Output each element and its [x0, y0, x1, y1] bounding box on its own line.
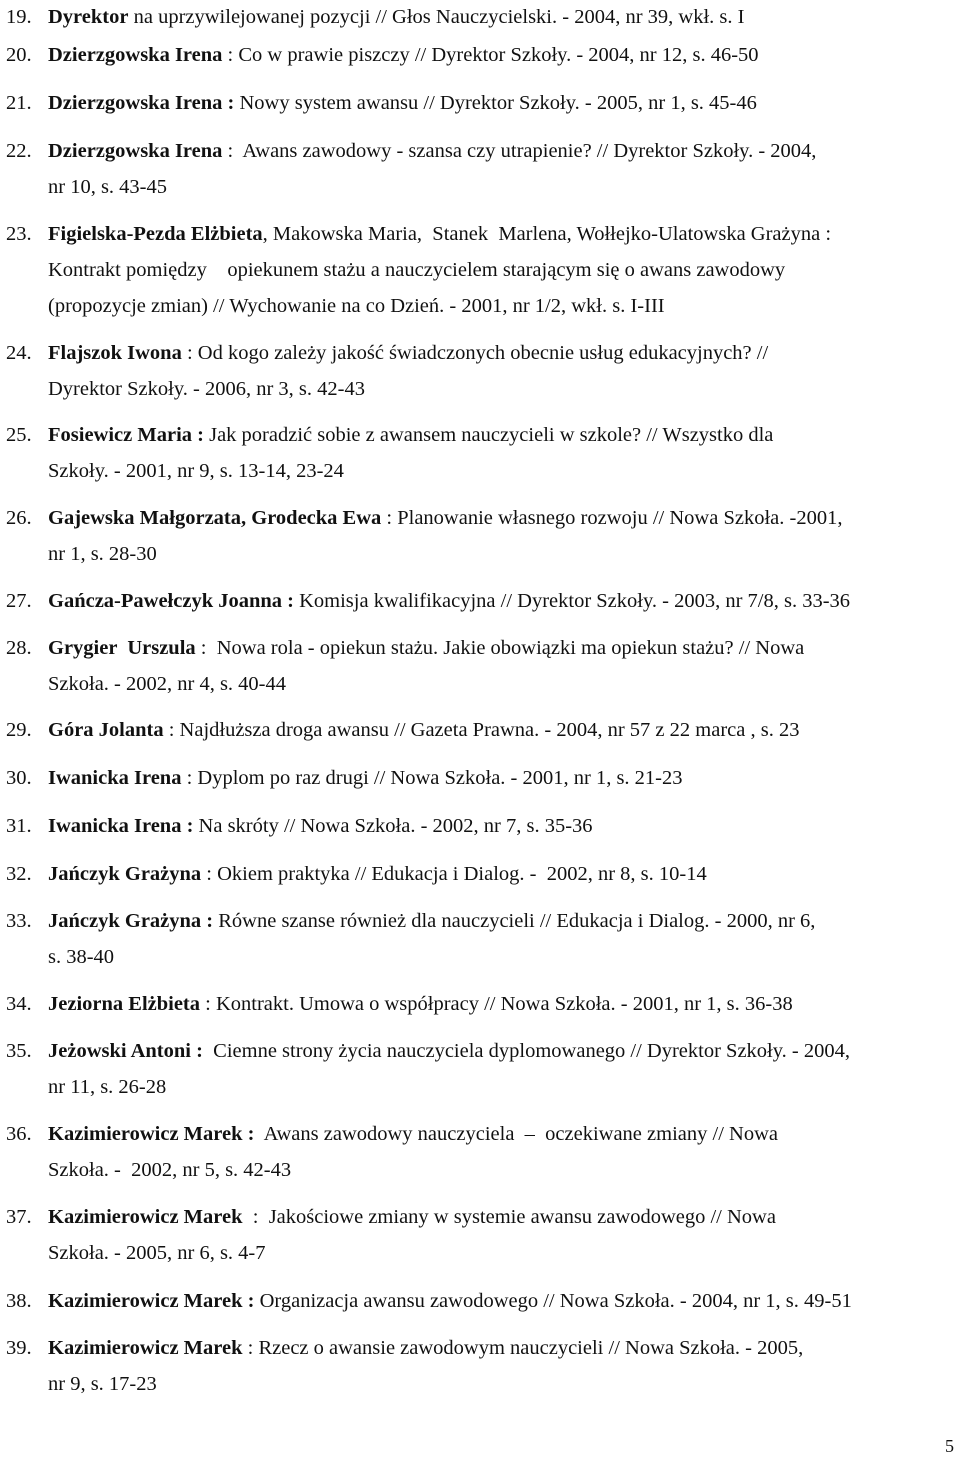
entry-text: Awans zawodowy nauczyciela – oczekiwane zmiany // Nowa: [254, 1123, 778, 1145]
entry-number: 24.: [6, 342, 32, 364]
entry-continuation: nr 9, s. 17-23: [48, 1373, 157, 1395]
entry-author: Dzierzgowska Irena: [48, 140, 223, 162]
entry-author: Kazimierowicz Marek :: [48, 1290, 255, 1312]
entry-number: 21.: [6, 92, 32, 114]
entry-continuation: Szkoła. - 2002, nr 5, s. 42-43: [48, 1159, 292, 1181]
entry-line: [48, 631, 804, 666]
entry-continuation: Szkoły. - 2001, nr 9, s. 13-14, 23-24: [48, 460, 344, 482]
entry-line: [48, 1284, 852, 1319]
entry-continuation: nr 1, s. 28-30: [48, 543, 157, 565]
entry-line: [48, 217, 831, 252]
entry-author: Figielska-Pezda Elżbieta: [48, 223, 263, 245]
entry-number: 35.: [6, 1040, 32, 1062]
entry-line: [48, 336, 768, 371]
entry-author: Grygier Urszula: [48, 637, 196, 659]
entry-text: : Dyplom po raz drugi // Nowa Szkoła. - 2001, nr 1, s. 21-23: [181, 767, 683, 789]
entry-line: [48, 134, 816, 169]
entry-line: [48, 809, 593, 844]
entry-author: Iwanicka Irena: [48, 767, 182, 789]
entry-text: Równe szanse również dla nauczycieli // Edukacja i Dialog. - 2000, nr 6,: [213, 910, 816, 932]
entry-text: : Rzecz o awansie zawodowym nauczycieli // Nowa Szkoła. - 2005,: [242, 1337, 804, 1359]
entry-continuation: Kontrakt pomiędzy opiekunem stażu a nauczycielem starającym się o awans zawodowy: [48, 259, 786, 281]
entry-line: [48, 857, 707, 892]
entry-continuation: Dyrektor Szkoły. - 2006, nr 3, s. 42-43: [48, 378, 365, 400]
entry-text: : Najdłuższa droga awansu // Gazeta Prawna. - 2004, nr 57 z 22 marca , s. 23: [163, 719, 800, 741]
entry-author: Jańczyk Grażyna: [48, 863, 202, 885]
entry-continuation: s. 38-40: [48, 946, 115, 968]
entry-author: Kazimierowicz Marek :: [48, 1123, 255, 1145]
entry-author: Dzierzgowska Irena :: [48, 92, 235, 114]
entry-continuation: Szkoła. - 2005, nr 6, s. 4-7: [48, 1242, 266, 1264]
entry-number: 19.: [6, 6, 32, 28]
entry-author: Jeżowski Antoni :: [48, 1040, 203, 1062]
entry-text: Jak poradzić sobie z awansem nauczycieli w szkole? // Wszystko dla: [203, 424, 774, 446]
entry-number: 28.: [6, 637, 32, 659]
entry-number: 29.: [6, 719, 32, 741]
entry-line: [48, 86, 757, 121]
entry-author: Flajszok Iwona: [48, 342, 182, 364]
entry-text: : Co w prawie piszczy // Dyrektor Szkoły. - 2004, nr 12, s. 46-50: [222, 44, 759, 66]
entry-author: Jeziorna Elżbieta: [48, 993, 201, 1015]
entry-number: 26.: [6, 507, 32, 529]
entry-text: , Makowska Maria, Stanek Marlena, Wołłejko-Ulatowska Grażyna :: [262, 223, 832, 245]
entry-number: 39.: [6, 1337, 32, 1359]
entry-line: [48, 418, 773, 453]
entry-line: [48, 761, 683, 796]
entry-number: 27.: [6, 590, 32, 612]
entry-number: 30.: [6, 767, 32, 789]
entry-number: 31.: [6, 815, 32, 837]
entry-line: [48, 1117, 778, 1152]
entry-continuation: Szkoła. - 2002, nr 4, s. 40-44: [48, 673, 287, 695]
entry-author: Gańcza-Pawełczyk Joanna :: [48, 590, 294, 612]
entry-continuation: nr 11, s. 26-28: [48, 1076, 167, 1098]
entry-continuation: nr 10, s. 43-45: [48, 176, 168, 198]
entry-text: Na skróty // Nowa Szkoła. - 2002, nr 7, s. 35-36: [193, 815, 593, 837]
entry-text: : Planowanie własnego rozwoju // Nowa Szkoła. -2001,: [381, 507, 843, 529]
entry-author: Gajewska Małgorzata, Grodecka Ewa: [48, 507, 382, 529]
entry-line: [48, 987, 793, 1022]
entry-number: 34.: [6, 993, 32, 1015]
entry-text: : Nowa rola - opiekun stażu. Jakie obowiązki ma opiekun stażu? // Nowa: [195, 637, 805, 659]
entry-text: : Jakościowe zmiany w systemie awansu zawodowego // Nowa: [242, 1206, 776, 1228]
entry-author: Kazimierowicz Marek: [48, 1206, 243, 1228]
entry-number: 38.: [6, 1290, 32, 1312]
page-number: 5: [945, 1436, 954, 1456]
entry-line: [48, 904, 815, 939]
entry-line: [48, 1034, 850, 1069]
entry-author: Góra Jolanta: [48, 719, 164, 741]
entry-line: [48, 713, 799, 748]
entry-continuation: (propozycje zmian) // Wychowanie na co Dzień. - 2001, nr 1/2, wkł. s. I-III: [48, 295, 665, 317]
entry-text: Nowy system awansu // Dyrektor Szkoły. - 2005, nr 1, s. 45-46: [234, 92, 757, 114]
entry-number: 33.: [6, 910, 32, 932]
entry-text: : Okiem praktyka // Edukacja i Dialog. - 2002, nr 8, s. 10-14: [201, 863, 707, 885]
entry-author: Iwanicka Irena :: [48, 815, 194, 837]
entry-line: [48, 1331, 803, 1366]
entry-author: Kazimierowicz Marek: [48, 1337, 243, 1359]
entry-number: 20.: [6, 44, 32, 66]
entry-author: Dzierzgowska Irena: [48, 44, 223, 66]
entry-text: : Od kogo zależy jakość świadczonych obecnie usług edukacyjnych? //: [181, 342, 769, 364]
entry-text: na uprzywilejowanej pozycji // Głos Nauczycielski. - 2004, nr 39, wkł. s. I: [128, 6, 745, 28]
entry-number: 25.: [6, 424, 32, 446]
entry-text: : Awans zawodowy - szansa czy utrapienie? // Dyrektor Szkoły. - 2004,: [222, 140, 817, 162]
entry-author: Dyrektor: [48, 6, 129, 28]
entry-number: 22.: [6, 140, 32, 162]
entry-number: 32.: [6, 863, 32, 885]
entry-number: 23.: [6, 223, 32, 245]
entry-line: [48, 0, 744, 35]
entry-line: [48, 1200, 776, 1235]
entry-text: : Kontrakt. Umowa o współpracy // Nowa Szkoła. - 2001, nr 1, s. 36-38: [200, 993, 793, 1015]
entry-author: Jańczyk Grażyna :: [48, 910, 214, 932]
entry-text: Organizacja awansu zawodowego // Nowa Szkoła. - 2004, nr 1, s. 49-51: [254, 1290, 852, 1312]
entry-text: Komisja kwalifikacyjna // Dyrektor Szkoły. - 2003, nr 7/8, s. 33-36: [293, 590, 851, 612]
entry-number: 37.: [6, 1206, 32, 1228]
entry-line: [48, 38, 759, 73]
entry-number: 36.: [6, 1123, 32, 1145]
entry-author: Fosiewicz Maria :: [48, 424, 204, 446]
entry-text: Ciemne strony życia nauczyciela dyplomowanego // Dyrektor Szkoły. - 2004,: [202, 1040, 850, 1062]
entry-line: [48, 584, 850, 619]
entry-line: [48, 501, 842, 536]
